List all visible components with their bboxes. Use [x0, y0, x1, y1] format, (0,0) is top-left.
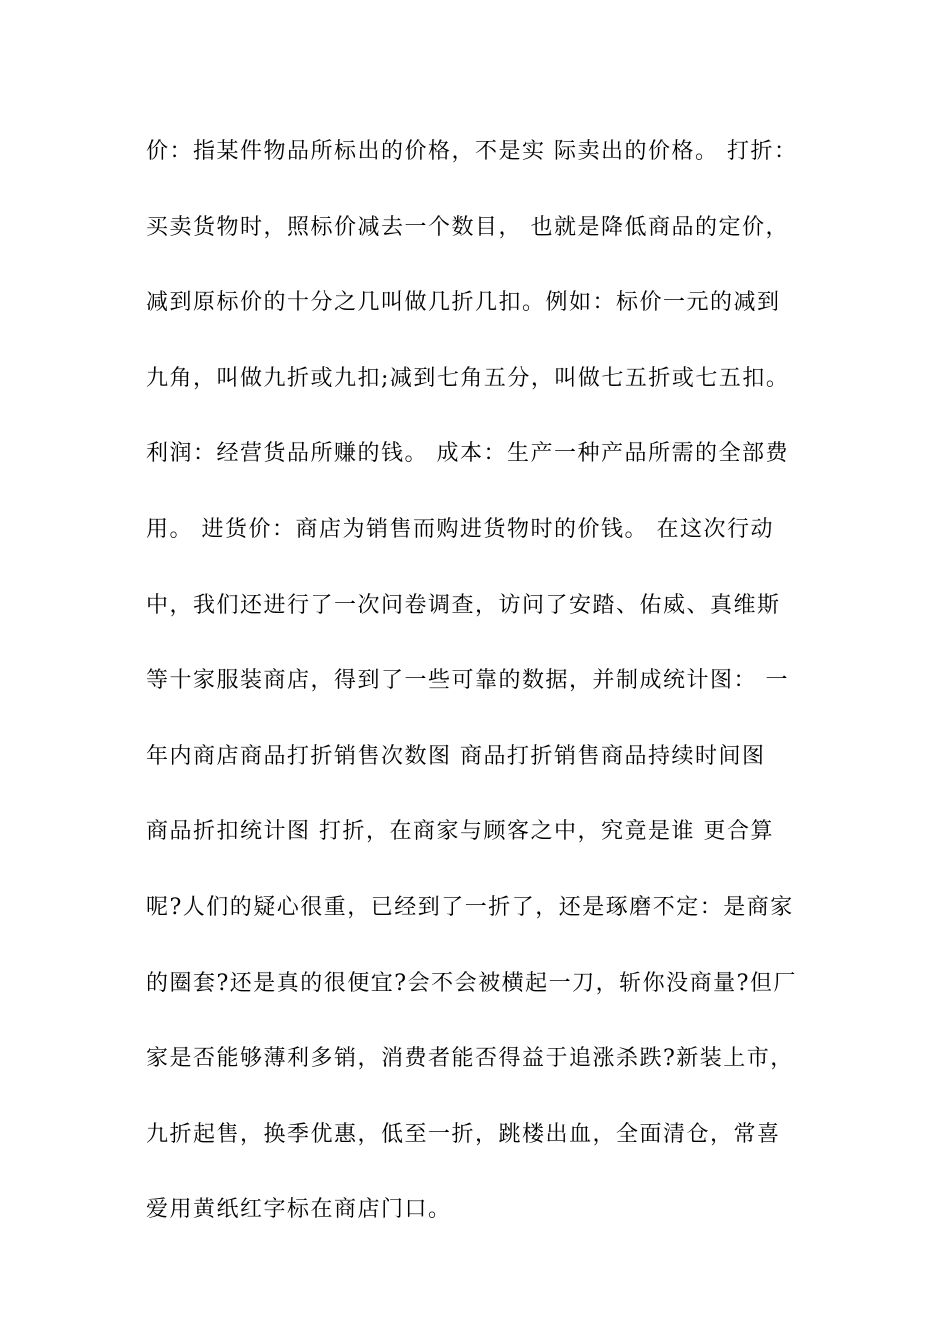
text-line: 呢?人们的疑心很重，已经到了一折了，还是琢磨不定：是商家 — [146, 894, 794, 920]
text-line: 等十家服装商店，得到了一些可靠的数据，并制成统计图： 一 — [146, 668, 789, 694]
text-line: 减到原标价的十分之几叫做几折几扣。例如：标价一元的减到 — [146, 290, 781, 316]
text-line: 中，我们还进行了一次问卷调查，访问了安踏、佑威、真维斯 — [146, 592, 781, 618]
text-line: 价：指某件物品所标出的价格，不是实 际卖出的价格。 打折： — [146, 139, 798, 164]
text-line: 商品折扣统计图 打折，在商家与顾客之中，究竟是谁 更合算 — [146, 819, 774, 845]
text-line: 爱用黄纸红字标在商店门口。 — [146, 1197, 452, 1223]
text-line: 利润：经营货品所赚的钱。 成本：生产一种产品所需的全部费 — [146, 441, 789, 467]
text-line: 家是否能够薄利多销，消费者能否得益于追涨杀跌?新装上市， — [146, 1046, 794, 1072]
text-line: 买卖货物时，照标价减去一个数目， 也就是降低商品的定价， — [146, 214, 789, 240]
text-line: 用。 进货价：商店为销售而购进货物时的价钱。 在这次行动 — [146, 516, 774, 542]
text-line: 九折起售，换季优惠，低至一折，跳楼出血，全面清仓，常喜 — [146, 1121, 781, 1147]
text-line: 九角，叫做九折或九扣;减到七角五分，叫做七五折或七五扣。 — [146, 365, 790, 391]
body-text — [146, 134, 836, 1268]
text-line: 年内商店商品打折销售次数图 商品打折销售商品持续时间图 — [146, 743, 766, 769]
text-line: 的圈套?还是真的很便宜?会不会被横起一刀，斩你没商量?但厂 — [146, 970, 797, 996]
